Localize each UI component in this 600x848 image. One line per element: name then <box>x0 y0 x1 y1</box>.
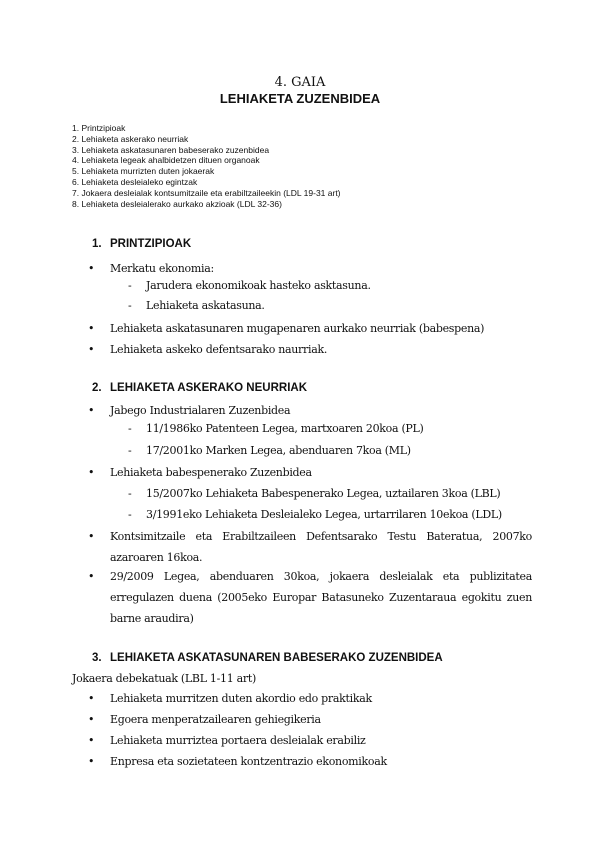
chapter-number: 4. GAIA <box>274 75 326 90</box>
section-title: PRINTZIPIOAK <box>110 238 192 250</box>
toc-item: 1. Printzipioak <box>72 123 126 133</box>
dash-item: - 3/1991eko Lehiaketa Desleialeko Legea, urtarrilaren 10ekoa (LDL) <box>128 508 502 521</box>
section-title: LEHIAKETA ASKATASUNAREN BABESERAKO ZUZENBIDEA <box>110 652 443 664</box>
bullet-item: • Jabego Industrialaren Zuzenbidea <box>92 400 532 421</box>
bullet-item: • Lehiaketa murriztea portaera desleialak erabiliz <box>92 730 532 751</box>
toc-item: 5. Lehiaketa murrizten duten jokaerak <box>72 166 215 177</box>
section-number: 2. <box>92 382 102 394</box>
section-title: LEHIAKETA ASKERAKO NEURRIAK <box>110 382 307 394</box>
bullet-item: • 29/2009 Legea, abenduaren 30koa, jokaera desleialak eta publizitatea erregulazen duena (2005eko Europar Batasuneko Zuzentaraua egokitu zuen barne araudira) <box>92 566 532 629</box>
chapter-title: LEHIAKETA ZUZENBIDEA <box>219 91 381 106</box>
dash-item: - 15/2007ko Lehiaketa Babespenerako Legea, uztailaren 3koa (LBL) <box>128 487 501 500</box>
section-heading <box>92 652 443 664</box>
toc-item: 8. Lehiaketa desleialerako aurkako akzioak (LDL 32-36) <box>72 198 282 209</box>
section-number: 1. <box>92 238 102 250</box>
toc-item: 2. Lehiaketa askerako neurriak <box>72 133 189 144</box>
section-number: 3. <box>92 652 102 664</box>
toc-item: 6. Lehiaketa desleialeko egintzak <box>72 176 198 187</box>
toc-item: 3. Lehiaketa askatasunaren babeserako zuzenbidea <box>72 144 270 155</box>
section-heading <box>92 238 191 250</box>
toc-item: 7. Jokaera desleialak kontsumitzaile eta erabiltzaileekin (LDL 19-31 art) <box>72 187 341 198</box>
dash-item: - 11/1986ko Patenteen Legea, martxoaren 20koa (PL) <box>128 422 424 435</box>
section-intro: Jokaera debekatuak (LBL 1-11 art) <box>72 672 256 685</box>
dash-item: - Lehiaketa askatasuna. <box>128 299 265 312</box>
bullet-item: • Kontsimitzaile eta Erabiltzaileen Defentsarako Testu Bateratua, 2007ko azaroaren 16koa. <box>92 526 532 568</box>
bullet-item: • Lehiaketa askatasunaren mugapenaren aurkako neurriak (babespena) <box>92 318 532 339</box>
bullet-item: • Merkatu ekonomia: <box>92 258 532 279</box>
bullet-item: • Egoera menperatzailearen gehiegikeria <box>92 709 532 730</box>
bullet-item: • Lehiaketa babespenerako Zuzenbidea <box>92 462 532 483</box>
table-of-contents <box>72 123 341 209</box>
bullet-item: • Lehiaketa murritzen duten akordio edo praktikak <box>92 688 532 709</box>
bullet-item: • Lehiaketa askeko defentsarako naurriak. <box>92 339 532 360</box>
bullet-item: • Enpresa eta sozietateen kontzentrazio ekonomikoak <box>92 751 532 772</box>
dash-item: - 17/2001ko Marken Legea, abenduaren 7koa (ML) <box>128 444 411 457</box>
section-heading <box>92 382 307 394</box>
dash-item: - Jarudera ekonomikoak hasteko asktasuna. <box>128 279 371 292</box>
toc-item: 4. Lehiaketa legeak ahalbidetzen dituen organoak <box>72 155 260 166</box>
